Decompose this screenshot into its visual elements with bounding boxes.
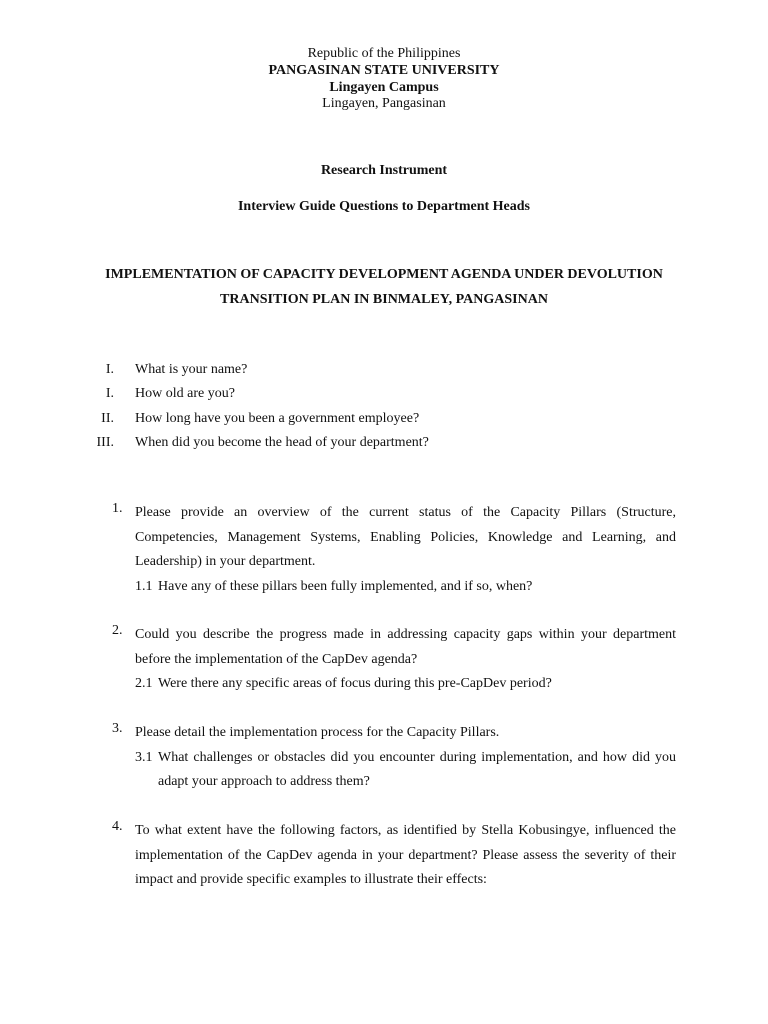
question-number: 4. [112, 819, 123, 834]
profile-question [70, 407, 750, 431]
header-university: PANGASINAN STATE UNIVERSITY [268, 63, 500, 78]
profile-question-text: What is your name? [135, 362, 248, 377]
question-text: Please provide an overview of the current status of the Capacity Pillars (Structure, Competencies, Management Systems, Enabling Policies, Knowledge and Learning, and Leadership) in your department. [135, 505, 676, 569]
study-title-line-2: TRANSITION PLAN IN BINMALEY, PANGASINAN [220, 292, 548, 307]
sub-question-number: 3.1 [135, 750, 153, 765]
profile-question [70, 358, 750, 382]
sub-question-text: Have any of these pillars been fully implemented, and if so, when? [158, 579, 533, 594]
header-republic: Republic of the Philippines [307, 46, 461, 61]
study-title-line-1: IMPLEMENTATION OF CAPACITY DEVELOPMENT AGENDA UNDER DEVOLUTION [105, 267, 663, 282]
question-text: Please detail the implementation process for the Capacity Pillars. [135, 725, 500, 740]
header-campus: Lingayen Campus [329, 80, 439, 95]
question-number: 2. [112, 623, 123, 638]
header-location: Lingayen, Pangasinan [322, 96, 446, 111]
profile-question-number: II. [101, 411, 114, 426]
profile-question-text: How old are you? [135, 386, 235, 401]
sub-question-number: 1.1 [135, 579, 153, 594]
profile-question [70, 431, 750, 455]
instrument-subtitle: Interview Guide Questions to Department Heads [237, 199, 531, 214]
question-text: To what extent have the following factors, as identified by Stella Kobusingye, influenced the implementation of the CapDev agenda in your department? Please assess the severity of their impact and provide specific examples to illustrate their effects: [135, 823, 676, 887]
profile-question-number: I. [105, 362, 114, 377]
instrument-title: Research Instrument [320, 163, 448, 178]
sub-question-text: Were there any specific areas of focus during this pre-CapDev period? [158, 676, 552, 691]
sub-question-text: What challenges or obstacles did you encounter during implementation, and how did you adapt your approach to address them? [158, 750, 676, 789]
profile-question-number: III. [96, 435, 114, 450]
question-number: 1. [112, 501, 123, 516]
profile-question-text: When did you become the head of your department? [135, 435, 429, 450]
profile-question-text: How long have you been a government employee? [135, 411, 420, 426]
question-text: Could you describe the progress made in addressing capacity gaps within your department before the implementation of the CapDev agenda? [135, 627, 676, 667]
question-number: 3. [112, 721, 123, 736]
profile-question-number: I. [105, 386, 114, 401]
sub-question-number: 2.1 [135, 676, 153, 691]
profile-question [70, 382, 750, 406]
